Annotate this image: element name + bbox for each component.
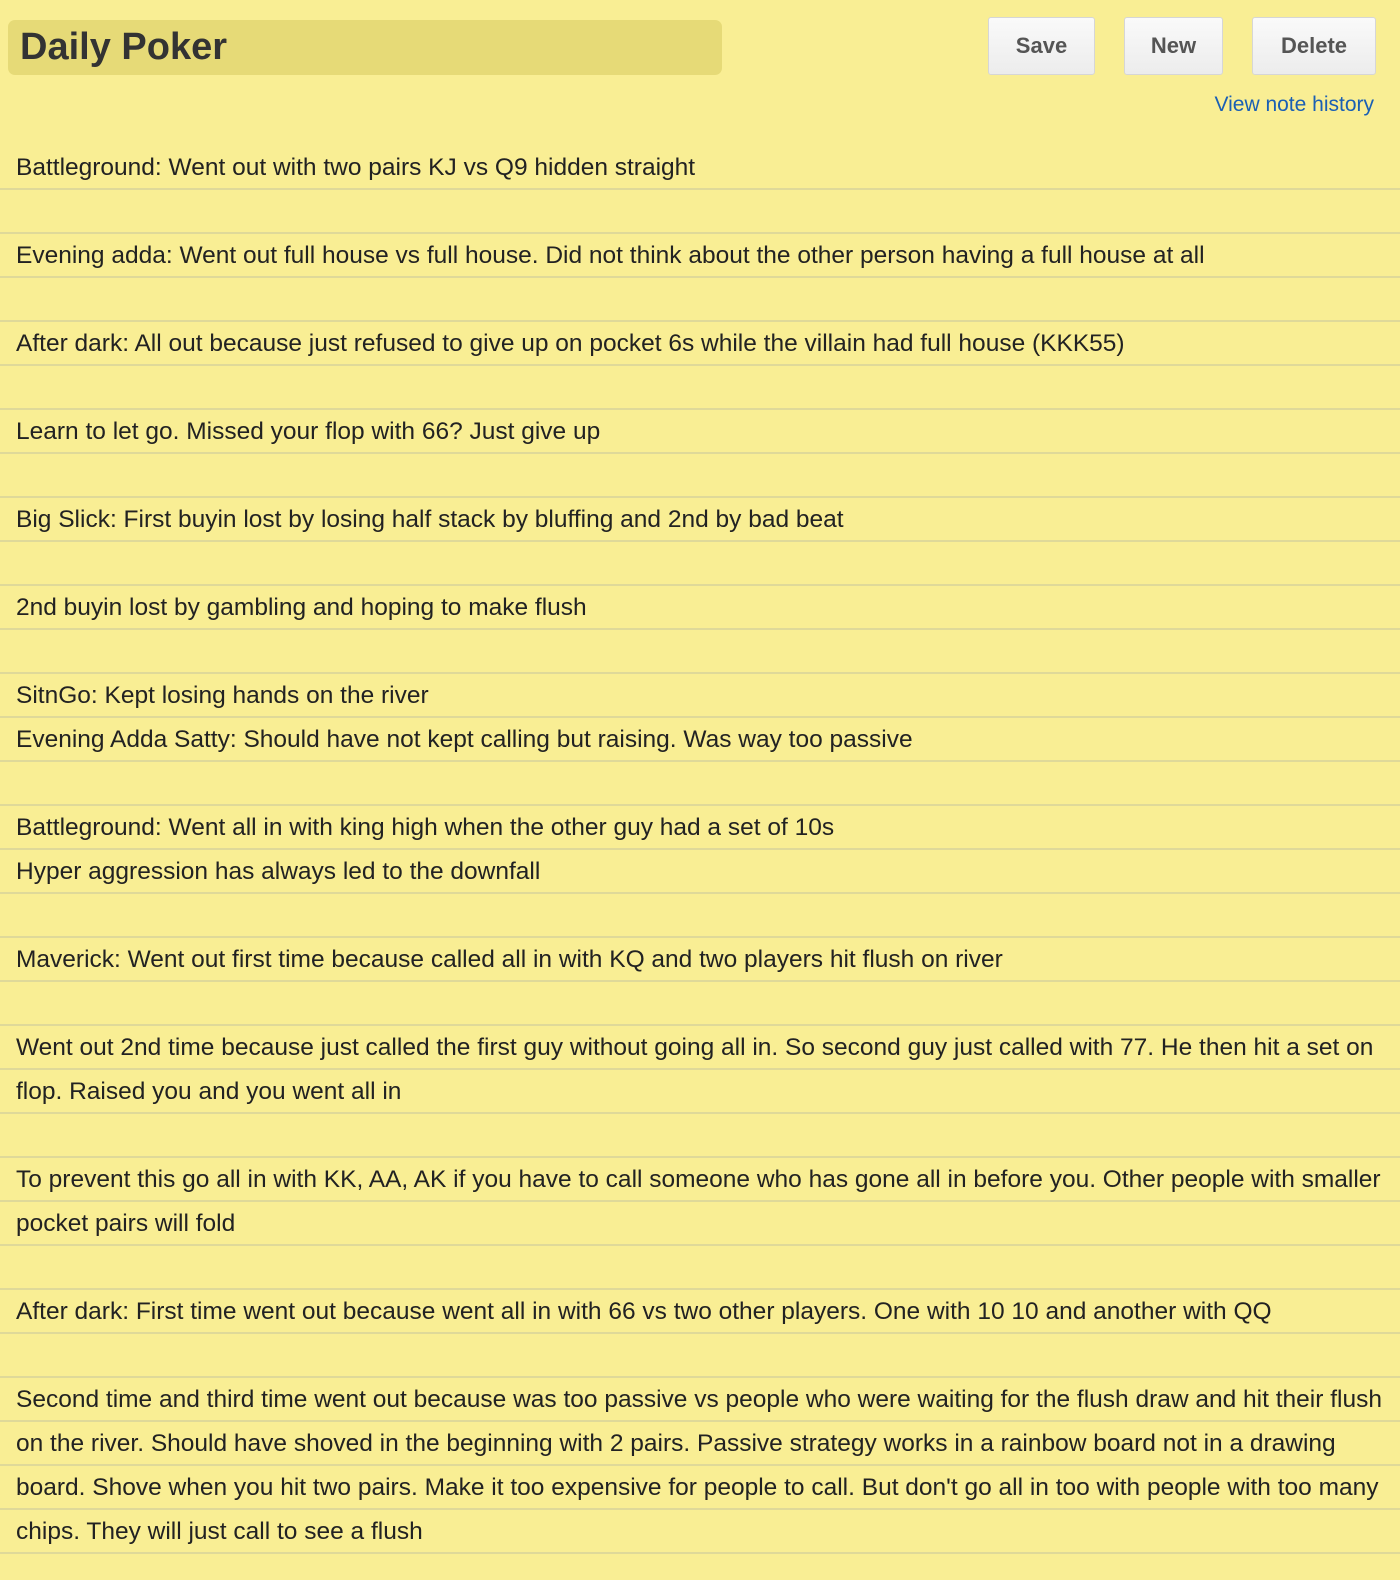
blank-line bbox=[16, 454, 1384, 498]
note-line: Evening adda: Went out full house vs full house. Did not think about the other person having a full house at all bbox=[16, 242, 1205, 269]
note-line: After dark: First time went out because went all in with 66 vs two other players. One with 10 10 and another with QQ bbox=[16, 1298, 1272, 1325]
blank-line bbox=[16, 982, 1384, 1026]
note-line: Maverick: Went out first time because called all in with KQ and two players hit flush on river bbox=[16, 946, 1003, 973]
blank-line bbox=[16, 278, 1384, 322]
save-button[interactable]: Save bbox=[988, 17, 1095, 75]
blank-line bbox=[16, 1246, 1384, 1290]
note-line: 2nd buyin lost by gambling and hoping to make flush bbox=[16, 594, 587, 621]
blank-line bbox=[16, 542, 1384, 586]
note-line: Big Slick: First buyin lost by losing half stack by bluffing and 2nd by bad beat bbox=[16, 506, 844, 533]
blank-line bbox=[16, 630, 1384, 674]
view-note-history-link[interactable]: View note history bbox=[1214, 93, 1374, 116]
note-line: Battleground: Went out with two pairs KJ vs Q9 hidden straight bbox=[16, 154, 696, 181]
note-title[interactable]: Daily Poker bbox=[8, 20, 722, 75]
note-line: To prevent this go all in with KK, AA, AK if you have to call someone who has gone all in before you. Other people with smaller pocket pairs will fold bbox=[16, 1166, 1381, 1237]
blank-line bbox=[16, 1334, 1384, 1378]
note-line: Learn to let go. Missed your flop with 66? Just give up bbox=[16, 418, 601, 445]
blank-line bbox=[16, 190, 1384, 234]
note-line: After dark: All out because just refused to give up on pocket 6s while the villain had full house (KKK55) bbox=[16, 330, 1125, 357]
note-line: Second time and third time went out because was too passive vs people who were waiting for the flush draw and hit their flush on the river. Should have shoved in the beginning with 2 pairs. Passive strategy works in a rainbow board not in a drawing board. Shove when you hit two pairs. Make it too expensive for people to call. But don't go all in too with people with too many chips. They will just call to see a flush bbox=[16, 1386, 1382, 1545]
note-body[interactable] bbox=[0, 146, 1400, 1580]
note-line: Evening Adda Satty: Should have not kept calling but raising. Was way too passive bbox=[16, 726, 913, 753]
note-line: Went out 2nd time because just called the first guy without going all in. So second guy just called with 77. He then hit a set on flop. Raised you and you went all in bbox=[16, 1034, 1374, 1105]
delete-button[interactable]: Delete bbox=[1252, 17, 1376, 75]
blank-line bbox=[16, 762, 1384, 806]
blank-line bbox=[16, 1114, 1384, 1158]
blank-line bbox=[16, 894, 1384, 938]
note-header bbox=[0, 0, 1400, 146]
blank-line bbox=[16, 366, 1384, 410]
note-line: Battleground: Went all in with king high when the other guy had a set of 10s bbox=[16, 814, 835, 841]
note-line: Hyper aggression has always led to the downfall bbox=[16, 858, 541, 885]
note-line: SitnGo: Kept losing hands on the river bbox=[16, 682, 429, 709]
new-button[interactable]: New bbox=[1124, 17, 1223, 75]
